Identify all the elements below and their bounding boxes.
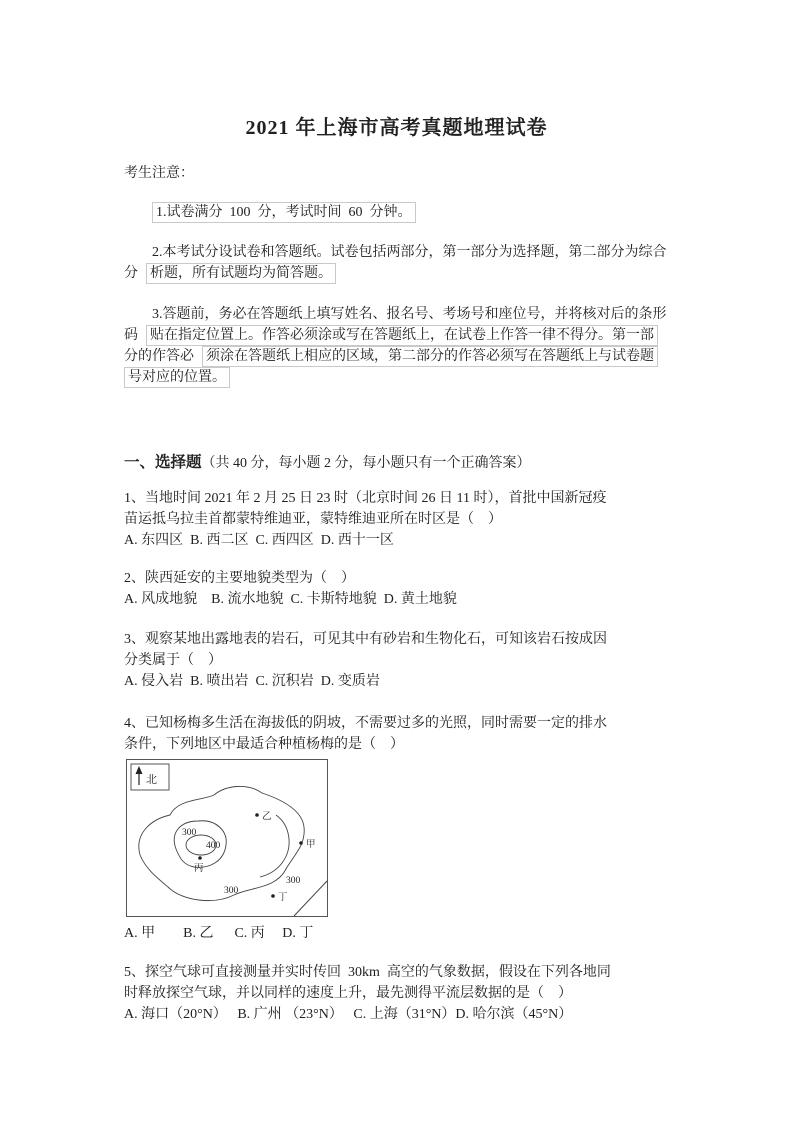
question-1-text-line-2: 苗运抵乌拉圭首都蒙特维迪亚，蒙特维迪亚所在时区是（ ） bbox=[124, 512, 502, 527]
question-5-text-line-2: 时释放探空气球，并以同样的速度上升，最先测得平流层数据的是（ ） bbox=[124, 986, 572, 1001]
contour-label-400: 400 bbox=[206, 841, 221, 851]
notice-item-3-line-4-box: 号对应的位置。 bbox=[124, 367, 230, 388]
point-label-ding: 丁 bbox=[278, 893, 288, 903]
notice-item-2-line-2 bbox=[124, 263, 680, 284]
point-marker-bing bbox=[198, 856, 202, 860]
point-marker-jia bbox=[299, 841, 303, 845]
notice-item-3-line-4 bbox=[124, 367, 680, 388]
notice-item-2-line-2-box: 析题，所有试题均为简答题。 bbox=[146, 263, 336, 284]
north-label: 北 bbox=[146, 774, 157, 786]
contour-map-svg bbox=[126, 759, 328, 917]
notice-item-3-line-2-box: 贴在指定位置上。作答必须涂或写在答题纸上，在试卷上作答一律不得分。第一部 bbox=[146, 325, 658, 346]
north-arrow-head bbox=[136, 766, 143, 774]
notice-item-1-text: 1.试卷满分 100 分，考试时间 60 分钟。 bbox=[152, 202, 416, 223]
contour-line-outer bbox=[139, 786, 304, 900]
notice-item-3-line-2-pre: 码 bbox=[124, 328, 138, 343]
road-line bbox=[294, 881, 327, 916]
notice-heading: 考生注意： bbox=[124, 166, 194, 181]
contour-map-figure bbox=[126, 759, 328, 917]
notice-item-3-line-2 bbox=[124, 325, 680, 346]
contour-label-300-a: 300 bbox=[182, 828, 197, 838]
section-title: 一、选择题 bbox=[124, 454, 202, 471]
question-5-options: A. 海口（20°N） B. 广州 （23°N） C. 上海（31°N）D. 哈尔滨（45°N） bbox=[124, 1007, 573, 1022]
notice-item-2-line-1: 2.本考试分设试卷和答题纸。试卷包括两部分，第一部分为选择题，第二部分为综合 bbox=[152, 245, 667, 260]
question-2-text-line-1: 2、陕西延安的主要地貌类型为（ ） bbox=[124, 571, 355, 586]
question-4-text-line-2: 条件，下列地区中最适合种植杨梅的是（ ） bbox=[124, 737, 404, 752]
contour-label-300-b: 300 bbox=[224, 886, 239, 896]
question-1-options: A. 东四区 B. 西二区 C. 西四区 D. 西十一区 bbox=[124, 533, 394, 548]
notice-item-2-line-2-pre: 分 bbox=[124, 266, 138, 281]
point-marker-yi bbox=[255, 813, 259, 817]
north-arrow-icon bbox=[131, 764, 169, 790]
point-marker-ding bbox=[271, 894, 275, 898]
question-1 bbox=[124, 488, 680, 551]
notice-item-3-line-3-pre: 分的作答必 bbox=[124, 349, 194, 364]
notice-item-2 bbox=[124, 242, 680, 284]
question-3 bbox=[124, 629, 680, 692]
notice-item-3-line-3 bbox=[124, 346, 680, 367]
question-3-text-line-1: 3、观察某地出露地表的岩石，可见其中有砂岩和生物化石，可知该岩石按成因 bbox=[124, 632, 607, 647]
notice-item-3-line-1: 3.答题前，务必在答题纸上填写姓名、报名号、考场号和座位号，并将核对后的条形 bbox=[152, 307, 667, 322]
notice-item-1 bbox=[124, 202, 680, 223]
contour-label-300-c: 300 bbox=[286, 876, 301, 886]
section-subtitle: （共 40 分，每小题 2 分，每小题只有一个正确答案） bbox=[201, 456, 531, 471]
question-3-text-line-2: 分类属于（ ） bbox=[124, 653, 222, 668]
question-4-text-line-1: 4、已知杨梅多生活在海拔低的阴坡，不需要过多的光照，同时需要一定的排水 bbox=[124, 716, 607, 731]
section-heading bbox=[124, 452, 680, 474]
question-4-options: A. 甲 B. 乙 C. 丙 D. 丁 bbox=[124, 926, 314, 941]
page-title: 2021 年上海市高考真题地理试卷 bbox=[245, 117, 548, 140]
question-5-text-line-1: 5、探空气球可直接测量并实时传回 30km 高空的气象数据，假设在下列各地同 bbox=[124, 965, 611, 980]
notice-item-3-line-3-box: 须涂在答题纸上相应的区域，第二部分的作答必须写在答题纸上与试卷题 bbox=[202, 346, 658, 367]
point-label-yi: 乙 bbox=[262, 812, 272, 822]
page-content bbox=[124, 163, 680, 1025]
question-2-options: A. 风成地貌 B. 流水地貌 C. 卡斯特地貌 D. 黄土地貌 bbox=[124, 592, 457, 607]
question-5 bbox=[124, 962, 680, 1025]
question-1-text-line-1: 1、当地时间 2021 年 2 月 25 日 23 时（北京时间 26 日 11 时），首批中国新冠疫 bbox=[124, 491, 607, 506]
notice-item-3 bbox=[124, 304, 680, 388]
point-label-bing: 丙 bbox=[194, 864, 204, 874]
question-2 bbox=[124, 568, 680, 610]
point-label-jia: 甲 bbox=[306, 840, 316, 850]
question-4 bbox=[124, 713, 680, 944]
question-3-options: A. 侵入岩 B. 喷出岩 C. 沉积岩 D. 变质岩 bbox=[124, 674, 380, 689]
contour-line-right bbox=[260, 815, 289, 877]
